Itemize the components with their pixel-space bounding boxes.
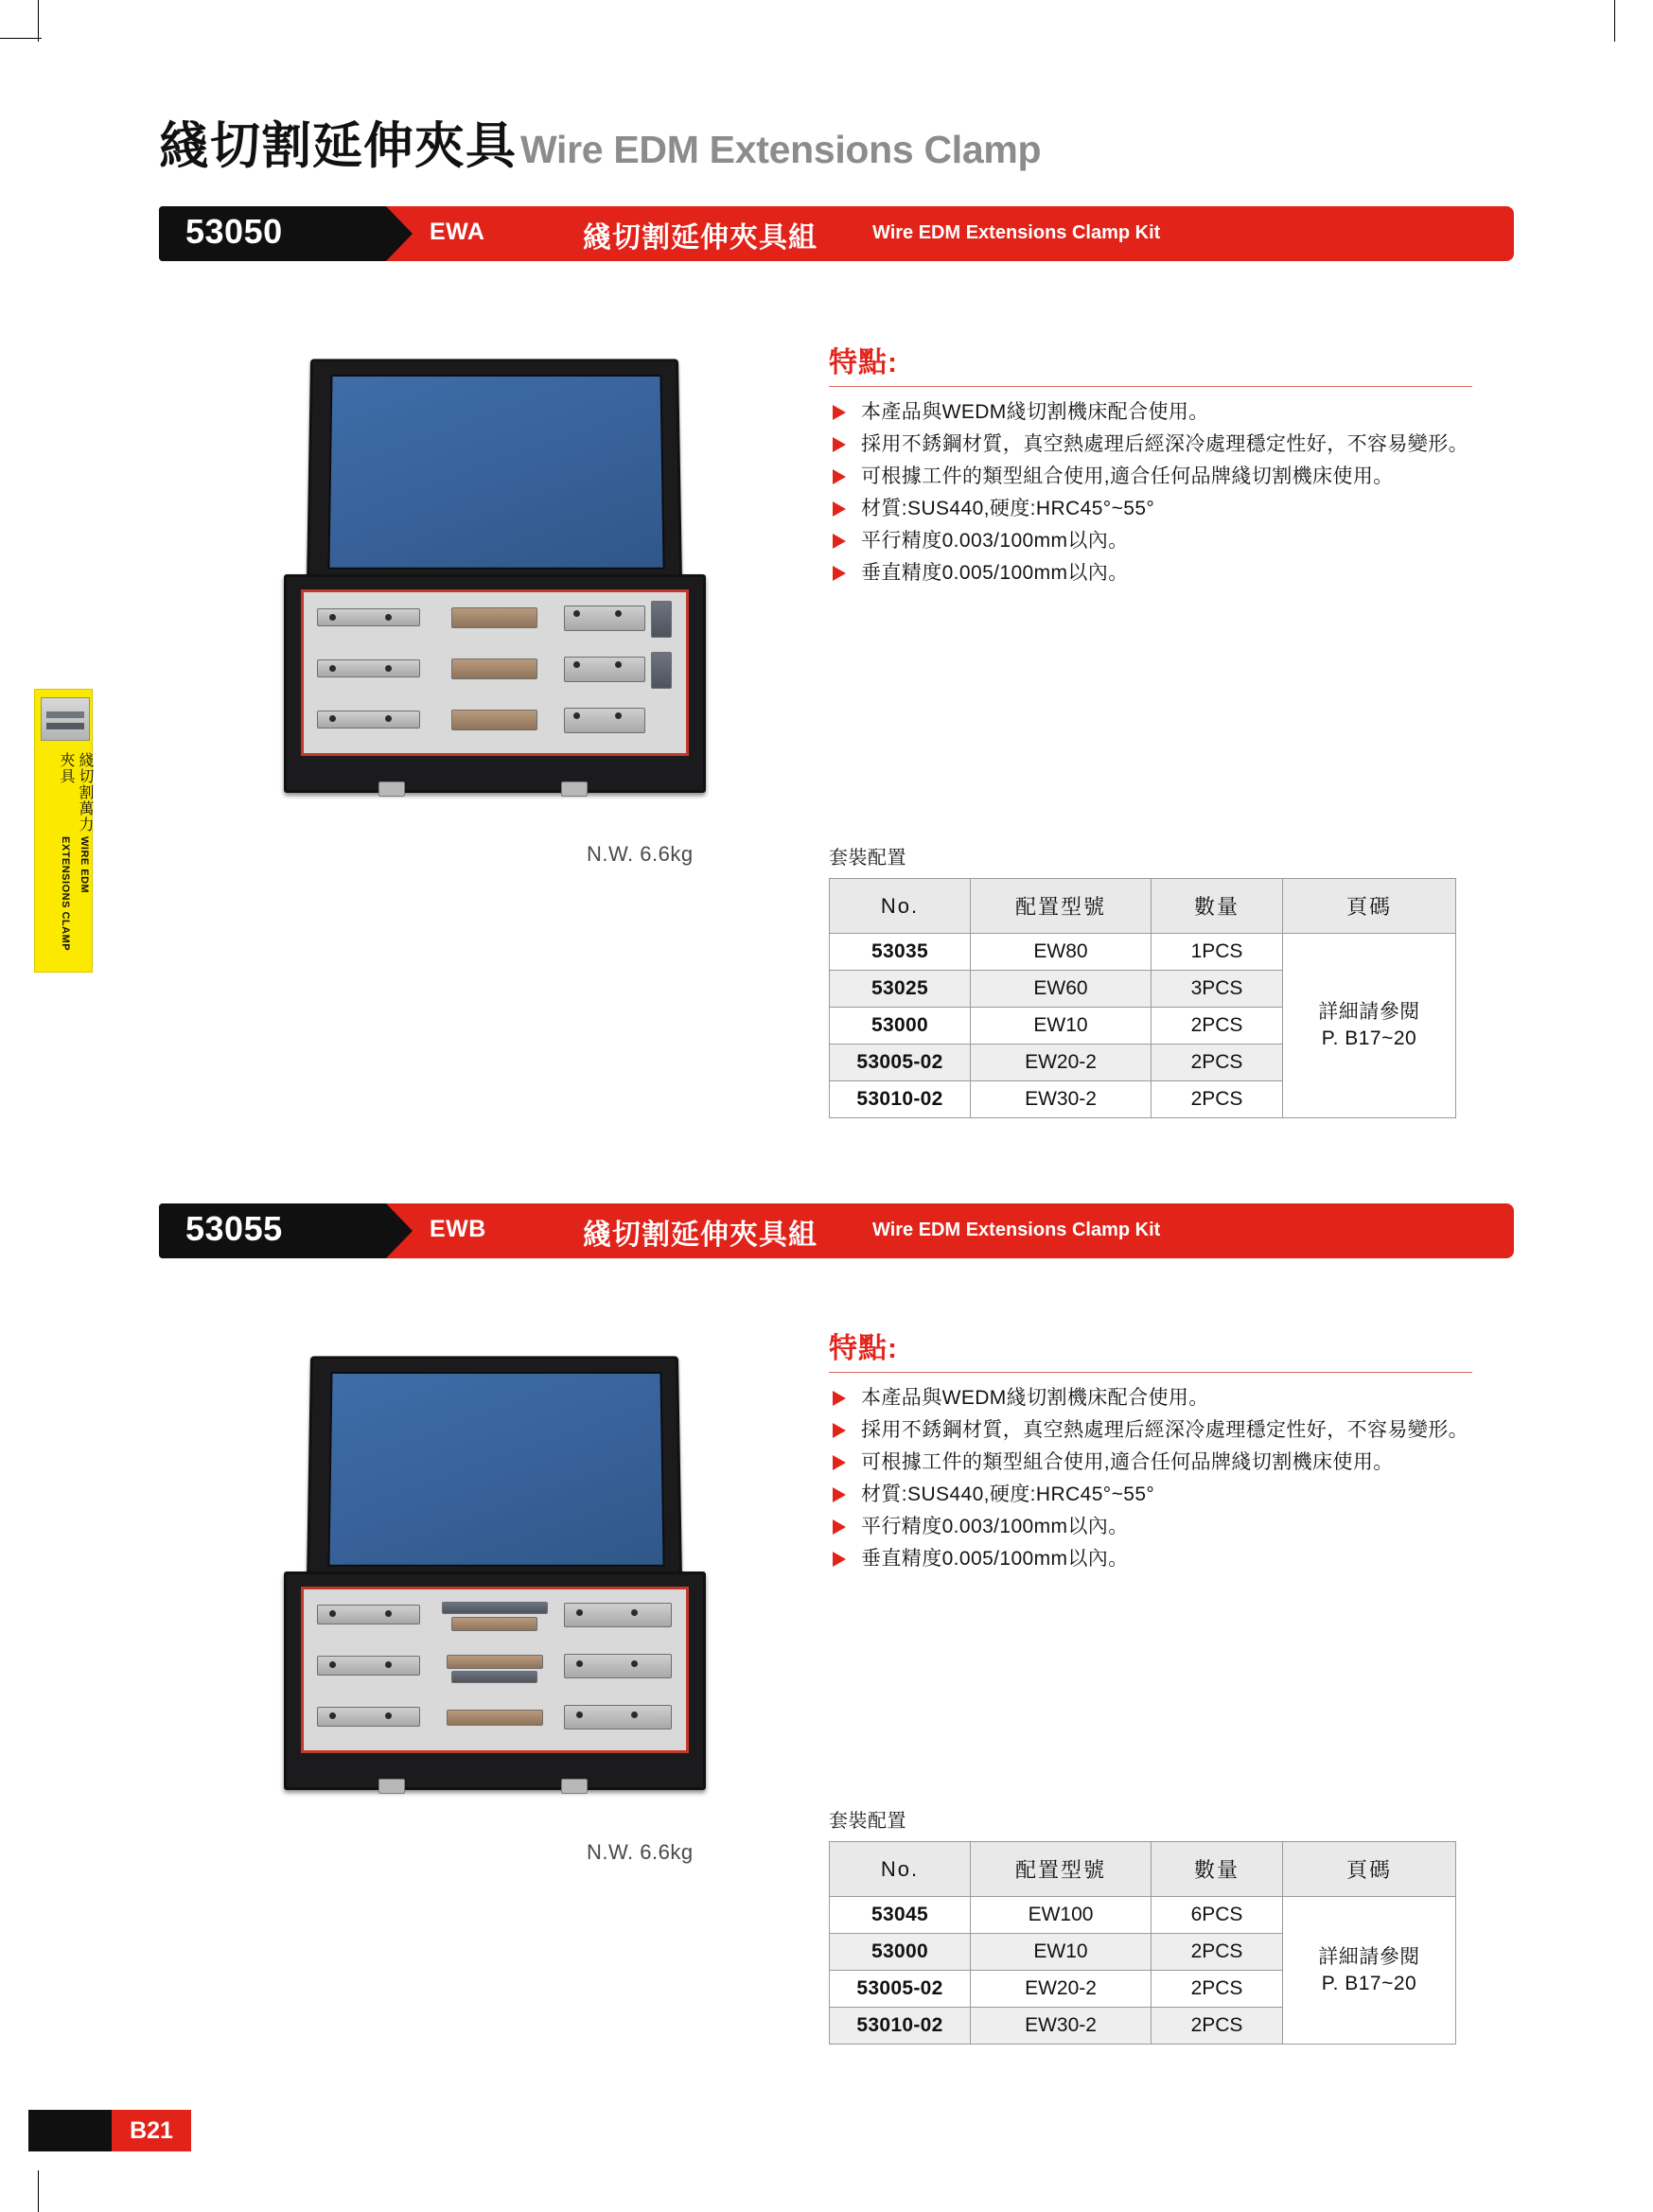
side-tab-text [35, 748, 94, 968]
section-series: EWB [430, 1216, 486, 1242]
tray-cell [434, 1595, 555, 1642]
part-hole [576, 1609, 583, 1616]
tray-cell [309, 1646, 431, 1694]
cell-model: EW80 [971, 934, 1152, 971]
th-qty: 數量 [1152, 879, 1283, 934]
feature-item [829, 1448, 1472, 1477]
bullet-triangle-icon [833, 1391, 846, 1406]
features-title: 特點: [829, 1333, 898, 1364]
cell-no: 53005-02 [830, 1045, 971, 1081]
page-title-cn: 綫切割延伸夾具 [159, 118, 517, 174]
crop-mark-bottom-left [38, 2170, 39, 2212]
cell-model: EW30-2 [971, 1081, 1152, 1118]
part-hole [576, 1660, 583, 1667]
crop-mark-top-left [38, 0, 39, 42]
th-model: 配置型號 [971, 879, 1152, 934]
footer-page-number: B21 [112, 2110, 191, 2151]
cell-no: 53000 [830, 1008, 971, 1045]
tray-cell [434, 598, 555, 645]
bullet-triangle-icon [833, 1455, 846, 1470]
net-weight-53055: N.W. 6.6kg [587, 1840, 694, 1864]
feature-item [829, 1544, 1472, 1573]
case-latch [378, 1779, 405, 1794]
bullet-triangle-icon [833, 1519, 846, 1535]
feature-item [829, 1415, 1472, 1445]
clamp-part [651, 601, 672, 638]
feature-item [829, 558, 1472, 588]
feature-item [829, 462, 1472, 491]
crop-mark-top-left-h [0, 38, 42, 39]
cell-no: 53045 [830, 1897, 971, 1934]
case-latch [561, 1779, 588, 1794]
tray-cell [309, 700, 431, 747]
kit-table-53055 [829, 1841, 1456, 2045]
cell-qty: 2PCS [1152, 1045, 1283, 1081]
feature-text: 本產品與WEDM綫切割機床配合使用。 [861, 401, 1209, 423]
tray-cell [559, 598, 680, 645]
cell-no: 53035 [830, 934, 971, 971]
cell-qty: 6PCS [1152, 1897, 1283, 1934]
banner-arrow-fill [531, 206, 559, 261]
page-ref-line1: 詳細請參閱 [1318, 1945, 1420, 1968]
section-code: 53055 [185, 1209, 283, 1248]
clamp-part [442, 1602, 548, 1614]
tray-cell [559, 1595, 680, 1642]
case-tray [301, 1587, 688, 1753]
cell-no: 53010-02 [830, 1081, 971, 1118]
tray-cell [559, 1697, 680, 1745]
clamp-part [451, 1671, 537, 1683]
feature-text: 可根據工件的類型組合使用,適合任何品牌綫切割機床使用。 [861, 1451, 1394, 1473]
tray-cell [434, 1646, 555, 1694]
section-banner-53050 [159, 206, 1514, 261]
cell-qty: 2PCS [1152, 1934, 1283, 1971]
case-felt-lining [328, 375, 665, 569]
tray-cell [309, 649, 431, 696]
table-caption: 套裝配置 [829, 1811, 906, 1832]
part-hole [329, 665, 336, 672]
features-53055 [829, 1325, 1472, 1576]
clamp-icon [41, 697, 90, 741]
bullet-triangle-icon [833, 501, 846, 517]
feature-item [829, 1383, 1472, 1413]
th-no: No. [830, 879, 971, 934]
features-rule [829, 386, 1472, 387]
part-hole [329, 1661, 336, 1668]
features-53050 [829, 339, 1472, 590]
product-photo-53055 [284, 1355, 700, 1790]
tray-cell [434, 649, 555, 696]
part-hole [329, 1610, 336, 1617]
cell-model: EW30-2 [971, 2008, 1152, 2045]
tray-cell [559, 700, 680, 747]
feature-text: 採用不銹鋼材質，真空熱處理后經深冷處理穩定性好，不容易變形。 [861, 433, 1468, 455]
page-title-en: Wire EDM Extensions Clamp [520, 128, 1042, 171]
banner-arrow-fill [531, 1203, 559, 1258]
section-name-en: Wire EDM Extensions Clamp Kit [872, 222, 1161, 243]
feature-text: 材質:SUS440,硬度:HRC45°~55° [861, 1483, 1155, 1505]
case-base [284, 1571, 706, 1790]
th-model: 配置型號 [971, 1842, 1152, 1897]
case-latch [378, 781, 405, 797]
case-felt-lining [328, 1372, 665, 1566]
part-hole [385, 1610, 392, 1617]
part-hole [385, 1661, 392, 1668]
feature-text: 平行精度0.003/100mm以內。 [861, 530, 1129, 552]
features-rule [829, 1372, 1472, 1373]
part-hole [385, 614, 392, 621]
cell-model: EW20-2 [971, 1971, 1152, 2008]
part-hole [615, 712, 622, 719]
clamp-part [451, 658, 537, 679]
feature-text: 採用不銹鋼材質，真空熱處理后經深冷處理穩定性好，不容易變形。 [861, 1419, 1468, 1441]
feature-text: 材質:SUS440,硬度:HRC45°~55° [861, 498, 1155, 519]
cell-qty: 1PCS [1152, 934, 1283, 971]
kit-table-wrap-53055 [829, 1805, 1456, 2045]
feature-item [829, 430, 1472, 459]
cell-no: 53010-02 [830, 2008, 971, 2045]
feature-text: 垂直精度0.005/100mm以內。 [861, 1548, 1129, 1570]
table-caption: 套裝配置 [829, 848, 906, 869]
section-banner-53055 [159, 1203, 1514, 1258]
bullet-triangle-icon [833, 1487, 846, 1502]
tray-cell [309, 1595, 431, 1642]
feature-text: 可根據工件的類型組合使用,適合任何品牌綫切割機床使用。 [861, 465, 1394, 487]
feature-item [829, 397, 1472, 427]
side-index-tab [34, 689, 93, 973]
page-ref-line2: P. B17~20 [1321, 1027, 1417, 1049]
tray-cell [559, 1646, 680, 1694]
cell-model: EW10 [971, 1008, 1152, 1045]
clamp-part [451, 1617, 537, 1631]
case-lid [307, 359, 682, 586]
clamp-part [447, 1710, 543, 1726]
part-hole [576, 1712, 583, 1718]
feature-item [829, 1480, 1472, 1509]
cell-qty: 2PCS [1152, 2008, 1283, 2045]
tray-cell [309, 1697, 431, 1745]
table-row [830, 934, 1456, 971]
table-row [830, 1897, 1456, 1934]
cell-qty: 2PCS [1152, 1008, 1283, 1045]
cell-qty: 3PCS [1152, 971, 1283, 1008]
product-photo-53050 [284, 358, 700, 793]
kit-table-wrap-53050 [829, 842, 1456, 1118]
tray-cell [434, 1697, 555, 1745]
tray-cell [309, 598, 431, 645]
th-page: 頁碼 [1283, 1842, 1456, 1897]
cell-model: EW20-2 [971, 1045, 1152, 1081]
part-hole [385, 1712, 392, 1719]
part-hole [329, 1712, 336, 1719]
part-hole [615, 661, 622, 668]
feature-item [829, 494, 1472, 523]
cell-page-ref [1283, 1897, 1456, 2045]
case-base [284, 574, 706, 793]
cell-qty: 2PCS [1152, 1971, 1283, 2008]
part-hole [385, 665, 392, 672]
cell-no: 53005-02 [830, 1971, 971, 2008]
feature-text: 平行精度0.003/100mm以內。 [861, 1516, 1129, 1537]
features-list [829, 1383, 1472, 1573]
page-ref-line2: P. B17~20 [1321, 1972, 1417, 1994]
clamp-part [451, 607, 537, 628]
clamp-part [451, 710, 537, 730]
net-weight-53050: N.W. 6.6kg [587, 842, 694, 866]
feature-text: 本產品與WEDM綫切割機床配合使用。 [861, 1387, 1209, 1409]
bullet-triangle-icon [833, 469, 846, 484]
clamp-part [447, 1655, 543, 1669]
crop-mark-top-right [1614, 0, 1615, 42]
th-no: No. [830, 1842, 971, 1897]
part-hole [329, 614, 336, 621]
feature-item [829, 526, 1472, 555]
bullet-triangle-icon [833, 405, 846, 420]
section-name-cn: 綫切割延伸夾具組 [583, 1220, 818, 1251]
section-name-cn: 綫切割延伸夾具組 [583, 222, 818, 254]
table-header-row [830, 1842, 1456, 1897]
tray-cell [559, 649, 680, 696]
feature-text: 垂直精度0.005/100mm以內。 [861, 562, 1129, 584]
section-series: EWA [430, 219, 485, 245]
cell-page-ref [1283, 934, 1456, 1118]
features-title: 特點: [829, 347, 898, 378]
bullet-triangle-icon [833, 566, 846, 581]
side-tab-label-en: WIRE EDM EXTENSIONS CLAMP [60, 836, 90, 952]
section-code: 53050 [185, 212, 283, 251]
page-ref-line1: 詳細請參閱 [1318, 1001, 1420, 1023]
case-latch [561, 781, 588, 797]
bullet-triangle-icon [833, 1552, 846, 1567]
page-title [159, 106, 1041, 178]
cell-no: 53025 [830, 971, 971, 1008]
case-tray [301, 589, 688, 756]
cell-model: EW60 [971, 971, 1152, 1008]
bullet-triangle-icon [833, 1423, 846, 1438]
case-lid [307, 1356, 682, 1583]
cell-model: EW100 [971, 1897, 1152, 1934]
table-header-row [830, 879, 1456, 934]
th-page: 頁碼 [1283, 879, 1456, 934]
cell-model: EW10 [971, 1934, 1152, 1971]
bullet-triangle-icon [833, 534, 846, 549]
feature-item [829, 1512, 1472, 1541]
section-name-en: Wire EDM Extensions Clamp Kit [872, 1220, 1161, 1240]
clamp-part [651, 652, 672, 689]
part-hole [615, 610, 622, 617]
cell-qty: 2PCS [1152, 1081, 1283, 1118]
side-tab-label-cn: 綫切割萬力夾具 [58, 752, 93, 833]
bullet-triangle-icon [833, 437, 846, 452]
features-list [829, 397, 1472, 588]
tray-cell [434, 700, 555, 747]
cell-no: 53000 [830, 1934, 971, 1971]
kit-table-53050 [829, 878, 1456, 1118]
th-qty: 數量 [1152, 1842, 1283, 1897]
